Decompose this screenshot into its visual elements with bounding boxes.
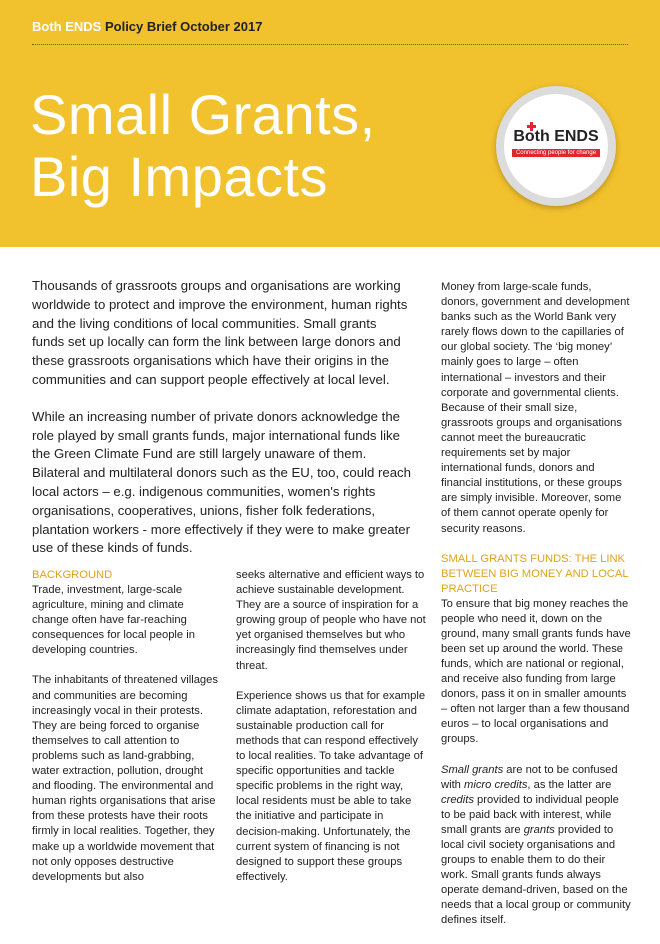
series-label: Policy Brief October 2017 <box>104 19 263 34</box>
intro-text <box>32 277 412 576</box>
publication-line <box>32 19 262 34</box>
column-1 <box>32 568 222 900</box>
intro-paragraph-2: While an increasing number of private donors acknowledge the role played by small grants funds, major international funds like the Green Climate Fund are still largely unaware of them. Bilateral and multilateral donors such as the EU, too, could reach local actors – e.g. indigenous communities, women's rights organisations, cooperatives, unions, fisher folk federations, plantation workers - more effectively if they were to make greater use of these kinds of funds. <box>32 408 411 556</box>
term-micro-credits: micro credits <box>464 778 528 791</box>
column-3-paragraph-2: To ensure that big money reaches the people who need it, down on the ground, many small grants funds have been set up around the world. These funds, which are national or regional, and receive also funding from large donors, pass it on in smaller amounts – often not larger than a few thousand euros – to local organisations and groups. <box>441 597 631 746</box>
text-run: provided to local civil society organisations and groups to enable them to do their work. Small grants funds always operate demand-driven, based on the needs that a local group or community defines itself. <box>441 823 631 927</box>
column-2-paragraph-2: Experience shows us that for example climate adaptation, reforestation and sustainable production call for methods that can respond effectively to local realities. To take advantage of specific opportunities and tackle specific problems in the right way, local residents must be able to take the initiative and participate in decision-making. Unfortunately, the current system of financing is not designed to support these groups effectively. <box>236 689 426 883</box>
background-heading: BACKGROUND <box>32 569 113 581</box>
small-grants-heading: SMALL GRANTS FUNDS: THE LINK BETWEEN BIG MONEY AND LOCAL PRACTICE <box>441 552 629 595</box>
header-banner <box>0 0 660 247</box>
column-2 <box>236 568 426 900</box>
text-run: , as the latter are <box>527 778 612 791</box>
text-run: are not to be confused with <box>441 763 618 791</box>
column-1-paragraph-1: Trade, investment, large-scale agriculture, mining and climate change often have far-reaching consequences for local people in developing countries. <box>32 584 195 657</box>
logo-badge <box>496 86 616 206</box>
column-2-paragraph-1: seeks alternative and efficient ways to achieve sustainable development. They are a source of inspiration for a growing group of people who have not yet organised themselves but who increasingly find themselves under threat. <box>236 569 426 672</box>
column-1-paragraph-2: The inhabitants of threatened villages and communities are becoming increasingly vocal in their protests. They are being forced to organise themselves to call attention to problems such as land-grabbing, water extraction, pollution, drought and flooding. The environmental and human rights organisations that arise from these protests have their roots firmly in local realities. Together, they make up a worldwide movement that not only opposes destructive developments but also <box>32 674 218 883</box>
term-grants: grants <box>523 823 555 836</box>
term-credits: credits <box>441 793 474 806</box>
logo-inner-circle <box>504 94 608 198</box>
page-title <box>30 84 376 208</box>
intro-paragraph-1: Thousands of grassroots groups and organisations are working worldwide to protect and improve the environment, human rights and the living conditions of local communities. Small grants funds set up locally can form the link between large donors and these grassroots organisations which have their origins in the communities and can support people effectively at local level. <box>32 278 408 387</box>
title-line-1: Small Grants, <box>30 83 376 146</box>
text-run: provided to individual people to be paid back with interest, while small grants are <box>441 793 619 836</box>
title-line-2: Big Impacts <box>30 145 329 208</box>
brand-name: Both ENDS <box>32 19 102 34</box>
logo-tagline: Connecting people for change <box>512 149 600 157</box>
column-3-paragraph-1: Money from large-scale funds, donors, government and development banks such as the World Bank very rarely flows down to the capillaries of our global society. The ‘big money’ mainly goes to large – often international – investors and their corporate and governmental clients. Because of their small size, grassroots groups and organisations cannot meet the bureaucratic requirements set by major international funds, donors and financial institutions, or these groups are simply invisible. Moreover, some of them cannot operate openly for security reasons. <box>441 281 630 535</box>
column-3-paragraph-3 <box>441 763 631 929</box>
term-small-grants: Small grants <box>441 763 504 776</box>
logo-name: Both ENDS <box>513 128 599 145</box>
dotted-divider <box>32 44 628 45</box>
column-3 <box>441 280 631 944</box>
